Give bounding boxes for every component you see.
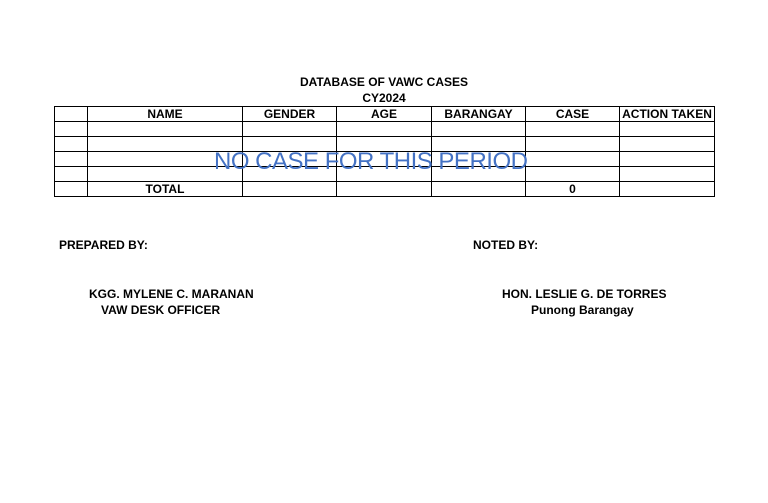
table-cell (526, 137, 620, 152)
vawc-cases-table (54, 106, 715, 197)
table-body (55, 122, 715, 197)
table-cell (620, 137, 715, 152)
table-row (55, 152, 715, 167)
total-label: TOTAL (88, 182, 243, 197)
header-index (55, 107, 88, 122)
noted-by-label: NOTED BY: (473, 238, 539, 252)
total-cell-action (620, 182, 715, 197)
table-row (55, 167, 715, 182)
table-cell (55, 167, 88, 182)
table-cell (88, 152, 243, 167)
no-case-notice: NO CASE FOR THIS PERIOD (214, 148, 528, 175)
table-cell (526, 122, 620, 137)
table-cell (88, 122, 243, 137)
table-cell (243, 137, 337, 152)
table-row (55, 122, 715, 137)
table-cell (243, 167, 337, 182)
table-cell (243, 122, 337, 137)
table-cell (337, 152, 432, 167)
total-cell-barangay (432, 182, 526, 197)
table-cell (432, 152, 526, 167)
noted-by-name: HON. LESLIE G. DE TORRES (502, 287, 667, 301)
prepared-by-label: PREPARED BY: (59, 238, 148, 252)
table-cell (55, 152, 88, 167)
table-cell (526, 152, 620, 167)
table-cell (620, 167, 715, 182)
table-cell (55, 122, 88, 137)
table-cell (432, 122, 526, 137)
total-case-count: 0 (526, 182, 620, 197)
header-name: NAME (88, 107, 243, 122)
table-cell (337, 137, 432, 152)
table-cell (337, 167, 432, 182)
total-row (55, 182, 715, 197)
table-cell (432, 137, 526, 152)
prepared-by-name: KGG. MYLENE C. MARANAN (89, 287, 254, 301)
table-cell (620, 152, 715, 167)
prepared-by-title: VAW DESK OFFICER (101, 303, 221, 317)
document-year: CY2024 (362, 91, 406, 105)
table-header-row (55, 107, 715, 122)
table-cell (55, 137, 88, 152)
total-cell-index (55, 182, 88, 197)
table-cell (337, 122, 432, 137)
table-row (55, 137, 715, 152)
table-cell (620, 122, 715, 137)
table-cell (243, 152, 337, 167)
header-barangay: BARANGAY (432, 107, 526, 122)
total-cell-age (337, 182, 432, 197)
noted-by-title: Punong Barangay (531, 303, 634, 317)
table-cell (88, 167, 243, 182)
header-case: CASE (526, 107, 620, 122)
document-title: DATABASE OF VAWC CASES (299, 75, 468, 89)
table-cell (432, 167, 526, 182)
header-age: AGE (337, 107, 432, 122)
table-cell (526, 167, 620, 182)
header-gender: GENDER (243, 107, 337, 122)
table-cell (88, 137, 243, 152)
header-action-taken: ACTION TAKEN (620, 107, 715, 122)
total-cell-gender (243, 182, 337, 197)
